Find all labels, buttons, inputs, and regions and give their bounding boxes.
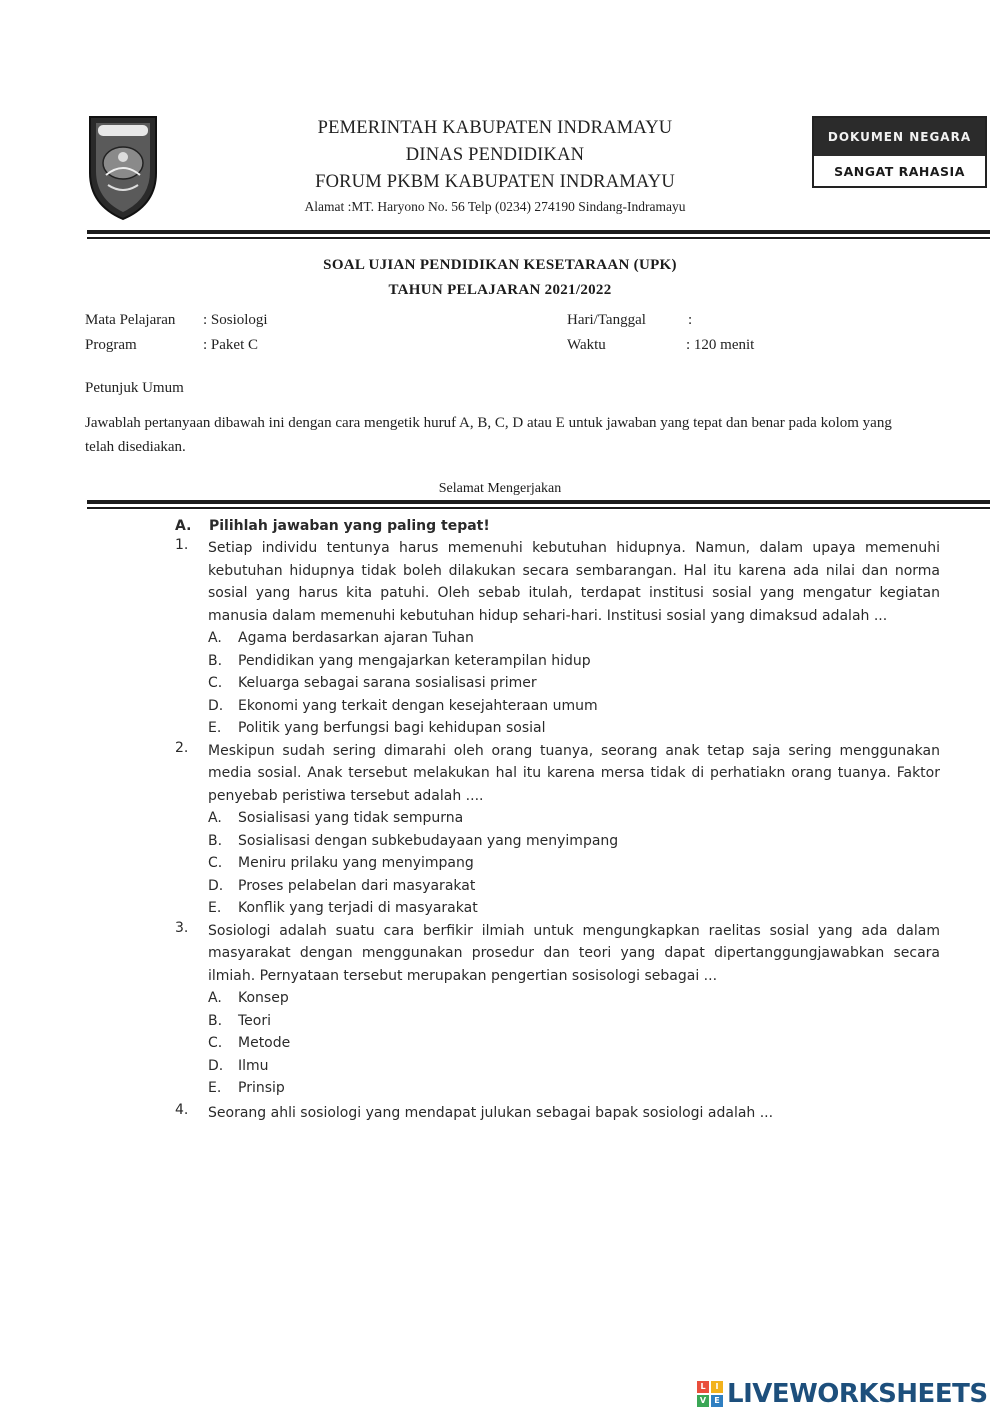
- option-letter: E.: [208, 900, 222, 917]
- question-1-options: [208, 627, 940, 740]
- closing-greeting: Selamat Mengerjakan: [438, 481, 562, 496]
- section-instruction: Pilihlah jawaban yang paling tepat!: [209, 518, 490, 534]
- option-letter: C.: [208, 855, 223, 872]
- question-number: 4.: [175, 1101, 189, 1118]
- option-text: Sosialisasi dengan subkebudayaan yang menyimpang: [238, 832, 619, 849]
- question-number: 1.: [175, 537, 189, 553]
- option-text: Ekonomi yang terkait dengan kesejahteraan umum: [238, 697, 598, 714]
- option-text: Konsep: [238, 990, 289, 1007]
- government-name: PEMERINTAH KABUPATEN INDRAMAYU: [317, 118, 673, 138]
- option-text: Metode: [238, 1035, 291, 1052]
- option-letter: E.: [208, 1080, 222, 1097]
- department-name: DINAS PENDIDIKAN: [405, 145, 585, 165]
- option-e: [208, 1077, 940, 1100]
- option-text: Sosialisasi yang tidak sempurna: [238, 810, 464, 827]
- option-d: [208, 695, 940, 718]
- option-d: [208, 875, 940, 898]
- time-label: Waktu: [567, 337, 606, 353]
- liveworksheets-logo[interactable]: [697, 1377, 988, 1411]
- lw-icon-i: I: [711, 1381, 723, 1393]
- question-3-options: [208, 987, 940, 1100]
- option-b: [208, 830, 940, 853]
- option-letter: C.: [208, 1035, 223, 1052]
- regency-crest-logo: [84, 113, 162, 223]
- question-2-options: [208, 807, 940, 920]
- exam-title: SOAL UJIAN PENDIDIKAN KESETARAAN (UPK): [323, 257, 677, 273]
- section-title: [175, 515, 940, 537]
- option-d: [208, 1055, 940, 1078]
- subject-label: Mata Pelajaran: [85, 312, 176, 328]
- option-letter: D.: [208, 877, 224, 894]
- instructions-divider-thick: [87, 500, 990, 504]
- header-divider-thick: [87, 230, 990, 234]
- option-text: Prinsip: [238, 1080, 285, 1097]
- instructions-text: Jawablah pertanyaan dibawah ini dengan cara mengetik huruf A, B, C, D atau E untuk jawaban yang tepat dan benar pada kolom yang telah disediakan.: [85, 415, 892, 455]
- option-c: [208, 852, 940, 875]
- office-address: Alamat :MT. Haryono No. 56 Telp (0234) 274190 Sindang-Indramayu: [304, 199, 686, 214]
- option-text: Teori: [238, 1012, 271, 1029]
- question-4: [175, 1102, 940, 1125]
- classification-stamp: [812, 116, 987, 188]
- date-value: :: [688, 312, 693, 328]
- option-letter: A.: [208, 990, 222, 1007]
- option-text: Keluarga sebagai sarana sosialisasi primer: [238, 675, 537, 692]
- question-text: Seorang ahli sosiologi yang mendapat julukan sebagai bapak sosiologi adalah ...: [208, 1104, 774, 1121]
- program-label: Program: [85, 337, 137, 353]
- option-e: [208, 897, 940, 920]
- option-c: [208, 672, 940, 695]
- lw-icon-l: L: [697, 1381, 709, 1393]
- instructions-heading: Petunjuk Umum: [85, 380, 184, 396]
- program-value: : Paket C: [203, 337, 258, 353]
- option-text: Meniru prilaku yang menyimpang: [238, 855, 474, 872]
- stamp-dokumen-negara: DOKUMEN NEGARA: [814, 118, 985, 156]
- question-list: [175, 515, 940, 1124]
- section-letter: A.: [175, 518, 192, 534]
- option-a: [208, 627, 940, 650]
- lw-icon-v: V: [697, 1395, 709, 1407]
- lw-icon-e: E: [711, 1395, 723, 1407]
- option-b: [208, 1010, 940, 1033]
- option-b: [208, 650, 940, 673]
- option-c: [208, 1032, 940, 1055]
- option-letter: E.: [208, 720, 222, 737]
- option-letter: A.: [208, 630, 222, 647]
- stamp-sangat-rahasia: SANGAT RAHASIA: [834, 163, 965, 179]
- header-divider-thin: [87, 237, 990, 239]
- option-text: Agama berdasarkan ajaran Tuhan: [238, 630, 474, 647]
- date-label: Hari/Tanggal: [567, 312, 646, 328]
- option-letter: D.: [208, 1057, 224, 1074]
- option-letter: B.: [208, 1012, 223, 1029]
- liveworksheets-icon: [697, 1381, 723, 1407]
- question-number: 2.: [175, 739, 189, 756]
- question-number: 3.: [175, 919, 189, 936]
- instructions-divider-thin: [87, 507, 990, 509]
- option-text: Politik yang berfungsi bagi kehidupan sosial: [238, 720, 546, 737]
- subject-value: : Sosiologi: [203, 312, 268, 328]
- option-letter: B.: [208, 832, 223, 849]
- option-text: Ilmu: [238, 1057, 269, 1074]
- question-text: Meskipun sudah sering dimarahi oleh orang tuanya, seorang anak tetap saja sering menggunakan media sosial. Anak tersebut melakukan hal itu karena mersa tidak di perhatiakn orang tuanya. Faktor penyebab peristiwa tersebut adalah ....: [208, 742, 940, 804]
- option-e: [208, 717, 940, 740]
- option-letter: C.: [208, 675, 223, 692]
- option-letter: B.: [208, 652, 223, 669]
- academic-year: TAHUN PELAJARAN 2021/2022: [388, 282, 612, 298]
- question-3: [175, 920, 940, 988]
- time-value: : 120 menit: [686, 337, 755, 353]
- option-text: Konflik yang terjadi di masyarakat: [238, 900, 478, 917]
- question-text: Setiap individu tentunya harus memenuhi kebutuhan hidupnya. Namun, dalam upaya memenuhi kebutuhan hidupnya tidak boleh dilakukan secara sembarangan. Hal itu karena ada nilai dan norma sosial yang harus kita patuhi. Oleh sebab itulah, terdapat institusi sosial yang mengatur kegiatan manusia dalam memenuhi kebutuhan hidup sehari-hari. Institusi sosial yang dimaksud adalah ...: [208, 540, 940, 624]
- option-letter: A.: [208, 810, 222, 827]
- question-1: [175, 537, 940, 627]
- question-text: Sosiologi adalah suatu cara berfikir ilmiah untuk mengungkapkan raelitas sosial yang ada dalam masyarakat dengan menggunakan prosedur dan teori yang dapat dipertanggungjawabkan secara ilmiah. Pernyataan tersebut merupakan pengertian sosisologi sebagai ...: [208, 922, 940, 984]
- option-text: Proses pelabelan dari masyarakat: [238, 877, 476, 894]
- option-text: Pendidikan yang mengajarkan keterampilan hidup: [238, 652, 591, 669]
- liveworksheets-wordmark: LIVEWORKSHEETS: [727, 1379, 988, 1409]
- option-a: [208, 807, 940, 830]
- option-letter: D.: [208, 697, 224, 714]
- question-2: [175, 740, 940, 808]
- forum-name: FORUM PKBM KABUPATEN INDRAMAYU: [315, 172, 675, 192]
- option-a: [208, 987, 940, 1010]
